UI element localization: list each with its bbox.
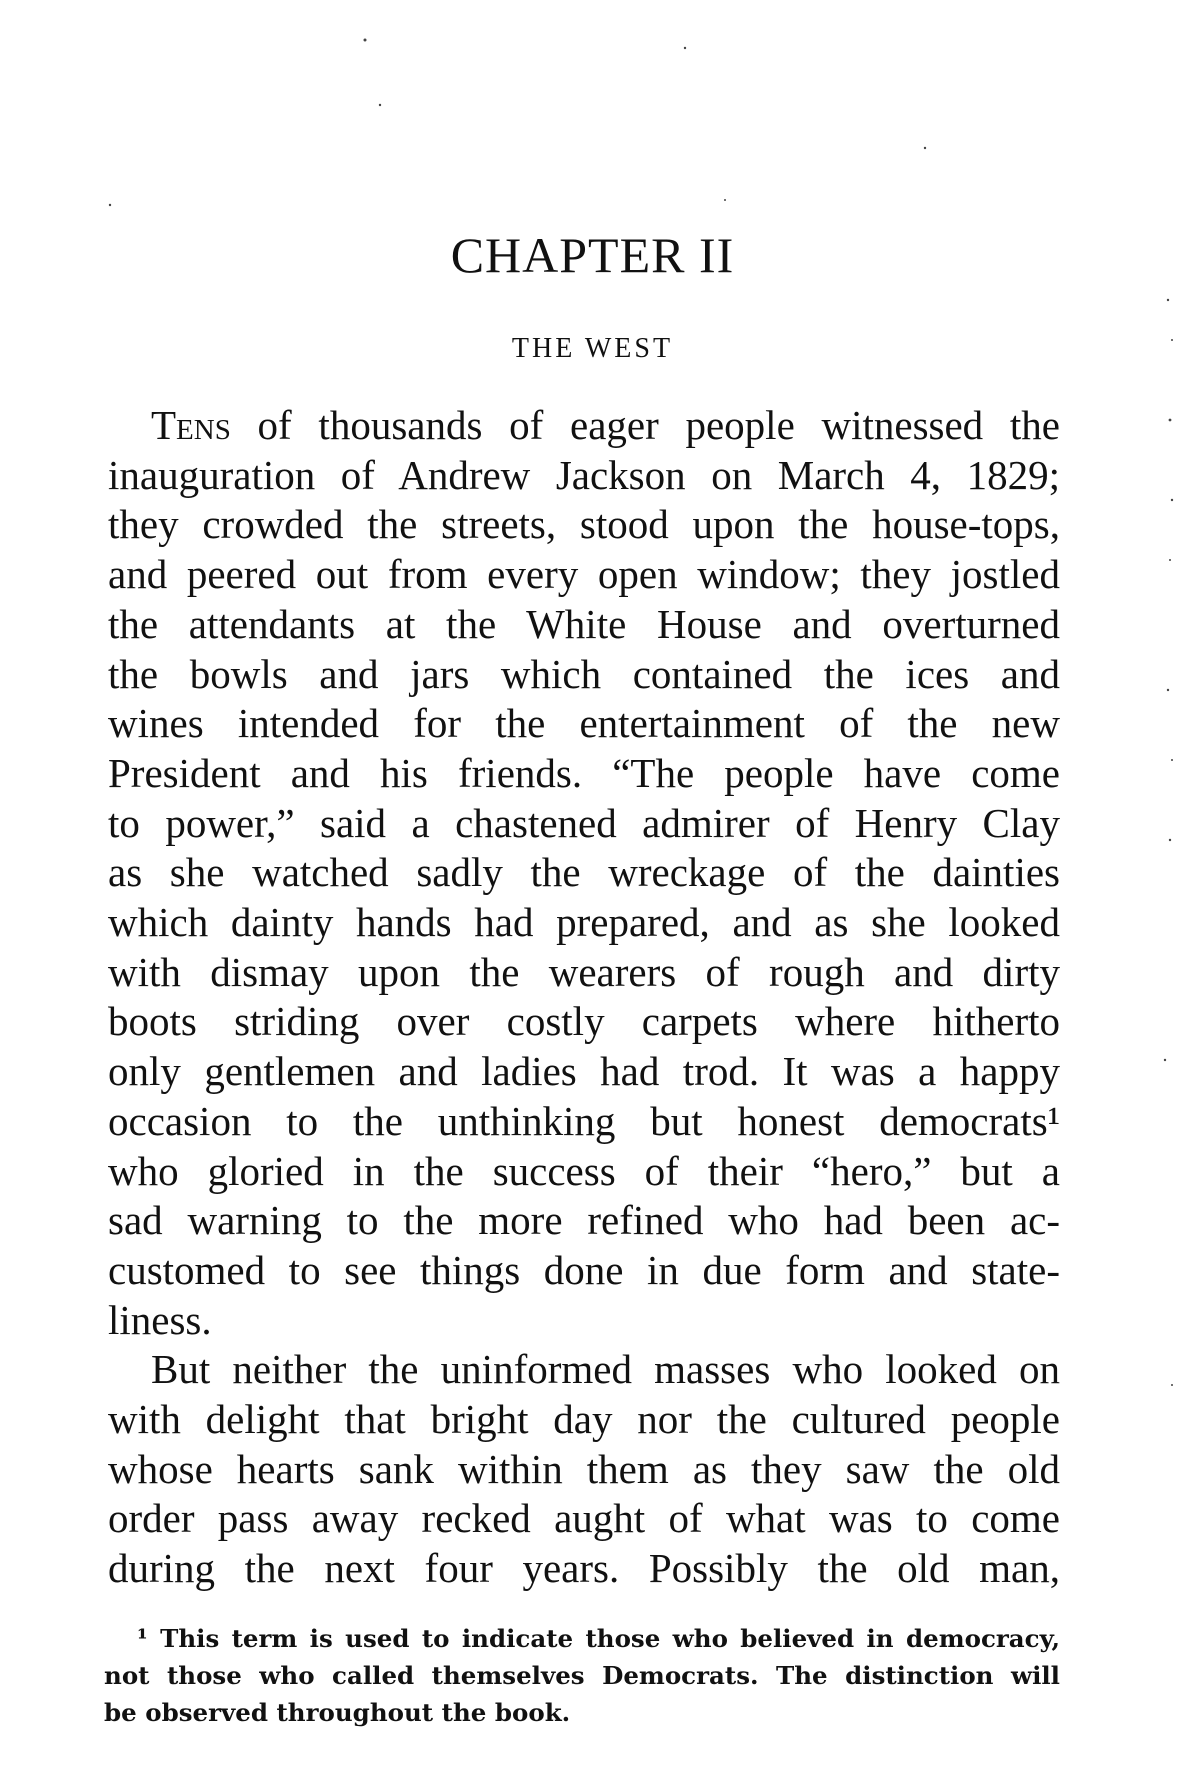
text-line: But neither the uninformed masses who looked on — [151, 1346, 1060, 1393]
footnote — [104, 1620, 1060, 1731]
text-line: liness. — [108, 1296, 212, 1343]
text-line: customed to see things done in due form and state- — [108, 1246, 1060, 1293]
text-line: Tens of thousands of eager people witnessed the — [151, 402, 1060, 448]
text-line: during the next four years. Possibly the old man, — [108, 1545, 1060, 1592]
text-line: occasion to the unthinking but honest democrats¹ — [108, 1097, 1060, 1144]
text-line: boots striding over costly carpets where hitherto — [108, 998, 1060, 1045]
text-line: inauguration of Andrew Jackson on March 4, 1829; — [108, 451, 1060, 498]
chapter-subtitle: THE WEST — [511, 333, 674, 364]
body-text — [108, 401, 1060, 1594]
text-line: which dainty hands had prepared, and as she looked — [108, 899, 1060, 946]
text-line: the attendants at the White House and overturned — [108, 600, 1060, 647]
text-line: and peered out from every open window; they jostled — [108, 551, 1060, 598]
text-line: they crowded the streets, stood upon the house-tops, — [108, 501, 1060, 548]
drop-word: Tens — [151, 402, 231, 448]
text-line: who gloried in the success of their “hero,” but a — [108, 1147, 1060, 1194]
footnote-line: be observed throughout the book. — [104, 1698, 571, 1727]
text-line: whose hearts sank within them as they saw the old — [108, 1445, 1060, 1492]
text-line: with dismay upon the wearers of rough and dirty — [108, 948, 1060, 995]
text-line: the bowls and jars which contained the ices and — [108, 650, 1060, 697]
text-line: wines intended for the entertainment of the new — [108, 700, 1060, 747]
text-line: with delight that bright day nor the cultured people — [108, 1396, 1060, 1443]
text-line: as she watched sadly the wreckage of the dainties — [108, 849, 1060, 896]
footnote-line: ¹ This term is used to indicate those who believed in democracy, — [137, 1624, 1060, 1653]
text-line: order pass away recked aught of what was to come — [108, 1495, 1060, 1542]
text-line: President and his friends. “The people have come — [108, 749, 1060, 796]
text-line: to power,” said a chastened admirer of Henry Clay — [108, 799, 1060, 846]
footnote-line: not those who called themselves Democrats. The distinction will — [104, 1661, 1060, 1690]
text-line: only gentlemen and ladies had trod. It was a happy — [108, 1048, 1060, 1095]
chapter-title: CHAPTER II — [450, 227, 735, 283]
text-line: sad warning to the more refined who had been ac- — [108, 1197, 1060, 1244]
